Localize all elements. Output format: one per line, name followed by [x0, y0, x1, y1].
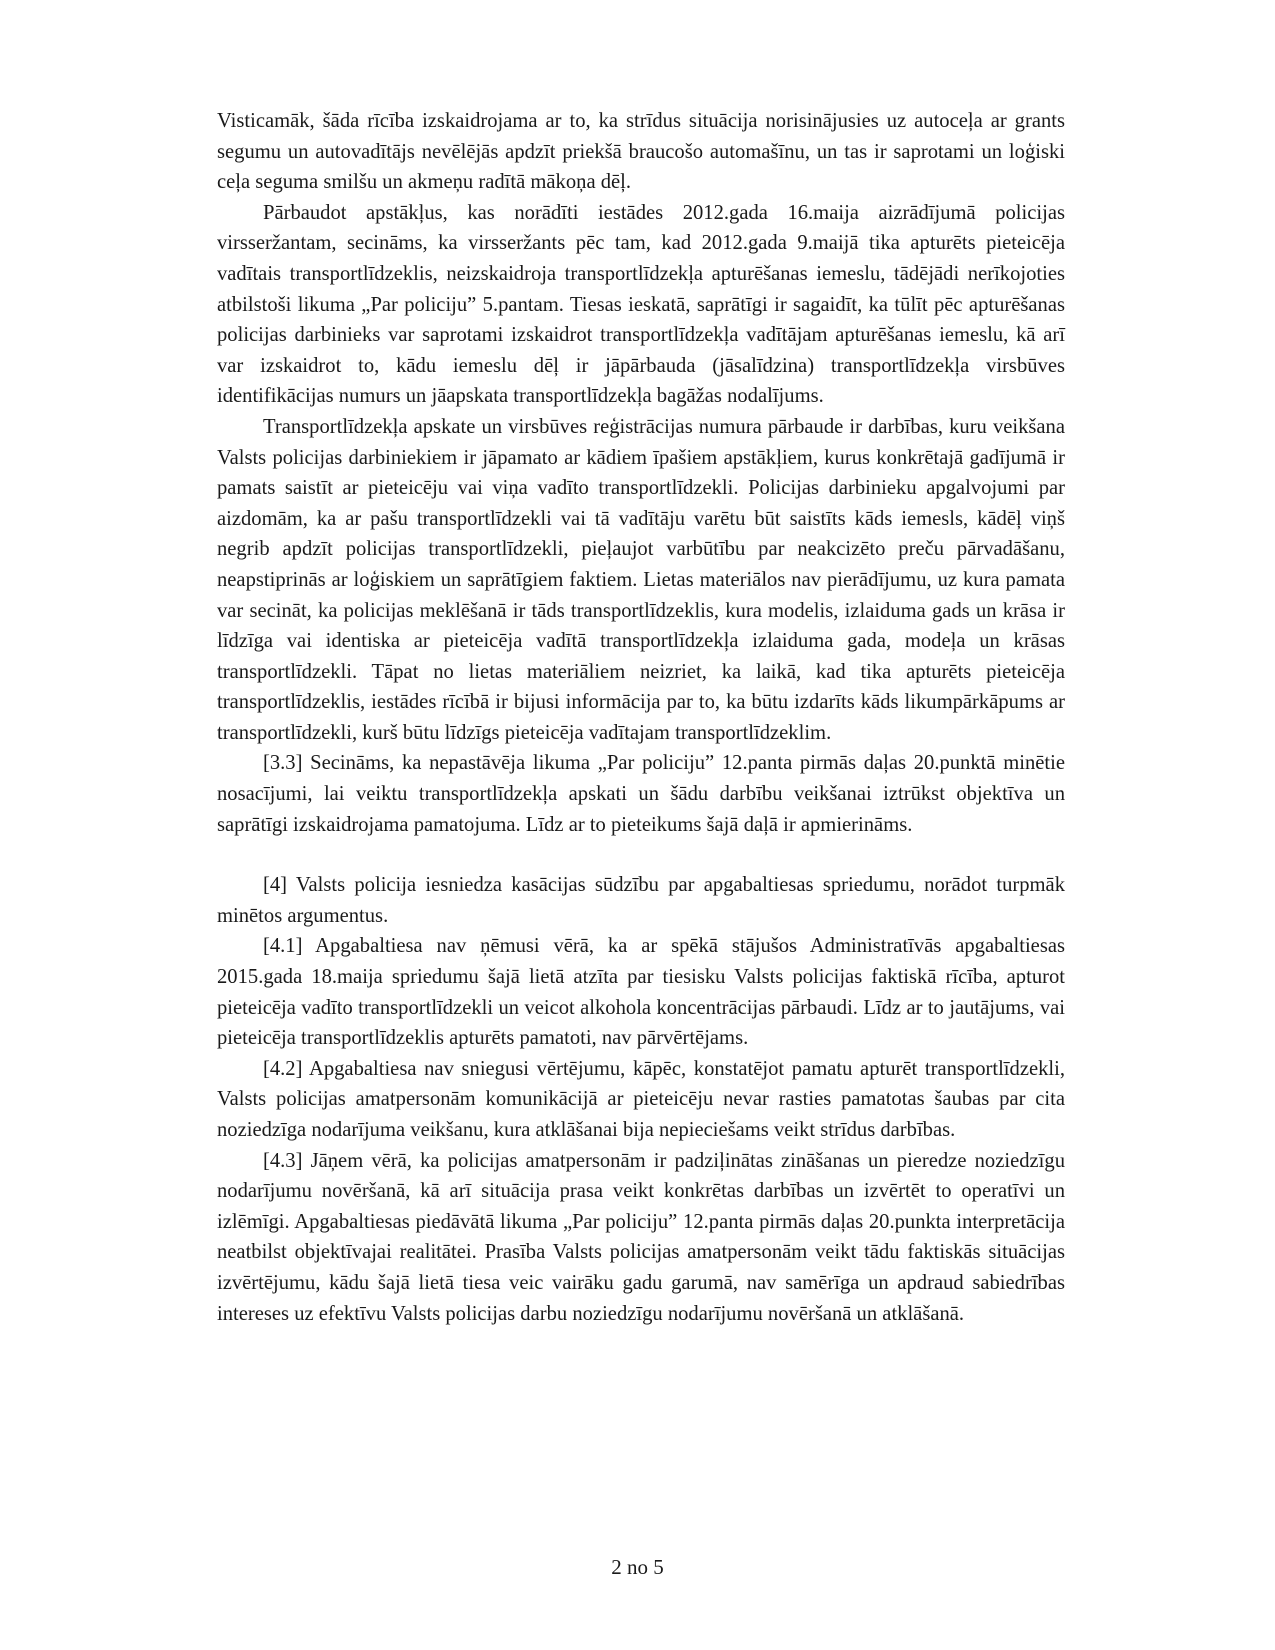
paragraph-4-3: [4.3] Jāņem vērā, ka policijas amatpersonām ir padziļinātas zināšanas un pieredze noziedzīgu nodarījumu novēršanā, kā arī situācija prasa veikt konkrētas darbības un izvērtēt to operatīvi un izlēmīgi. Apgabaltiesas piedāvātā likuma „Par policiju” 12.panta pirmās daļas 20.punkta interpretācija neatbilst objektīvajai realitātei. Prasība Valsts policijas amatpersonām veikt tādu faktiskās situācijas izvērtējumu, kādu šajā lietā tiesa veic vairāku gadu garumā, nav samērīga un apdraud sabiedrības intereses uz efektīvu Valsts policijas darbu noziedzīgu nodarījumu novēršanā un atklāšanā.: [217, 1149, 1065, 1325]
paragraph-4: [4] Valsts policija iesniedza kasācijas sūdzību par apgabaltiesas spriedumu, norādot turpmāk minētos argumentus.: [217, 874, 1065, 927]
document-body: [217, 106, 1065, 1329]
paragraph-1: Visticamāk, šāda rīcība izskaidrojama ar to, ka strīdus situācija norisinājusies uz autoceļa ar grants segumu un autovadītājs nevēlējās apdzīt priekšā braucošo automašīnu, un tas ir saprotami un loģiski ceļa seguma smilšu un akmeņu radītā mākoņa dēļ.: [217, 110, 1065, 194]
paragraph-3-3: [3.3] Secināms, ka nepastāvēja likuma „Par policiju” 12.panta pirmās daļas 20.punktā minētie nosacījumi, lai veiktu transportlīdzekļa apskati un šādu darbību veikšanai iztrūkst objektīva un saprātīgi izskaidrojama pamatojuma. Līdz ar to pieteikums šajā daļā ir apmierināms.: [217, 752, 1065, 836]
page-number: 2 no 5: [611, 1555, 664, 1579]
paragraph-4-2: [4.2] Apgabaltiesa nav sniegusi vērtējumu, kāpēc, konstatējot pamatu apturēt transportlīdzekli, Valsts policijas amatpersonām komunikācijā ar pieteicēju nevar rasties pamatotas šaubas par cita noziedzīga nodarījuma veikšanu, kura atklāšanai bija nepieciešams veikt strīdus darbības.: [217, 1057, 1065, 1141]
paragraph-2: Pārbaudot apstākļus, kas norādīti iestādes 2012.gada 16.maija aizrādījumā policijas virsseržantam, secināms, ka virsseržants pēc tam, kad 2012.gada 9.maijā tika apturēts pieteicēja vadītais transportlīdzeklis, neizskaidroja transportlīdzekļa apturēšanas iemeslu, tādējādi nerīkojoties atbilstoši likuma „Par policiju” 5.pantam. Tiesas ieskatā, saprātīgi ir sagaidīt, ka tūlīt pēc apturēšanas policijas darbinieks var saprotami izskaidrot transportlīdzekļa vadītājam apturēšanas iemeslu, kā arī var izskaidrot to, kādu iemeslu dēļ ir jāpārbauda (jāsalīdzina) transportlīdzekļa virsbūves identifikācijas numurs un jāapskata transportlīdzekļa bagāžas nodalījums.: [217, 201, 1065, 408]
paragraph-3: Transportlīdzekļa apskate un virsbūves reģistrācijas numura pārbaude ir darbības, kuru veikšana Valsts policijas darbiniekiem ir jāpamato ar kādiem īpašiem apstākļiem, kurus konkrētajā gadījumā ir pamats saistīt ar pieteicēju vai viņa vadīto transportlīdzekli. Policijas darbinieku apgalvojumi par aizdomām, ka ar pašu transportlīdzekli vai tā vadītāju varētu būt saistīts kāds iemesls, kādēļ viņš negrib apdzīt policijas transportlīdzekli, pieļaujot varbūtību par neakcizēto preču pārvadāšanu, neapstiprinās ar loģiskiem un saprātīgiem faktiem. Lietas materiālos nav pierādījumu, uz kura pamata var secināt, ka policijas meklēšanā ir tāds transportlīdzeklis, kura modelis, izlaiduma gads un krāsa ir līdzīga vai identiska ar pieteicēja vadītā transportlīdzekļa izlaiduma gada, modeļa un krāsas transportlīdzekli. Tāpat no lietas materiāliem neizriet, ka laikā, kad tika apturēts pieteicēja transportlīdzeklis, iestādes rīcībā ir bijusi informācija par to, ka būtu izdarīts kāds likumpārkāpums ar transportlīdzekli, kurš būtu līdzīgs pieteicēja vadītajam transportlīdzeklim.: [217, 415, 1065, 744]
paragraph-4-1: [4.1] Apgabaltiesa nav ņēmusi vērā, ka ar spēkā stājušos Administratīvās apgabaltiesas 2015.gada 18.maija spriedumu šajā lietā atzīta par tiesisku Valsts policijas faktiskā rīcība, apturot pieteicēja vadīto transportlīdzekli un veicot alkohola koncentrācijas pārbaudi. Līdz ar to jautājums, vai pieteicēja transportlīdzeklis apturēts pamatoti, nav pārvērtējams.: [217, 935, 1065, 1050]
